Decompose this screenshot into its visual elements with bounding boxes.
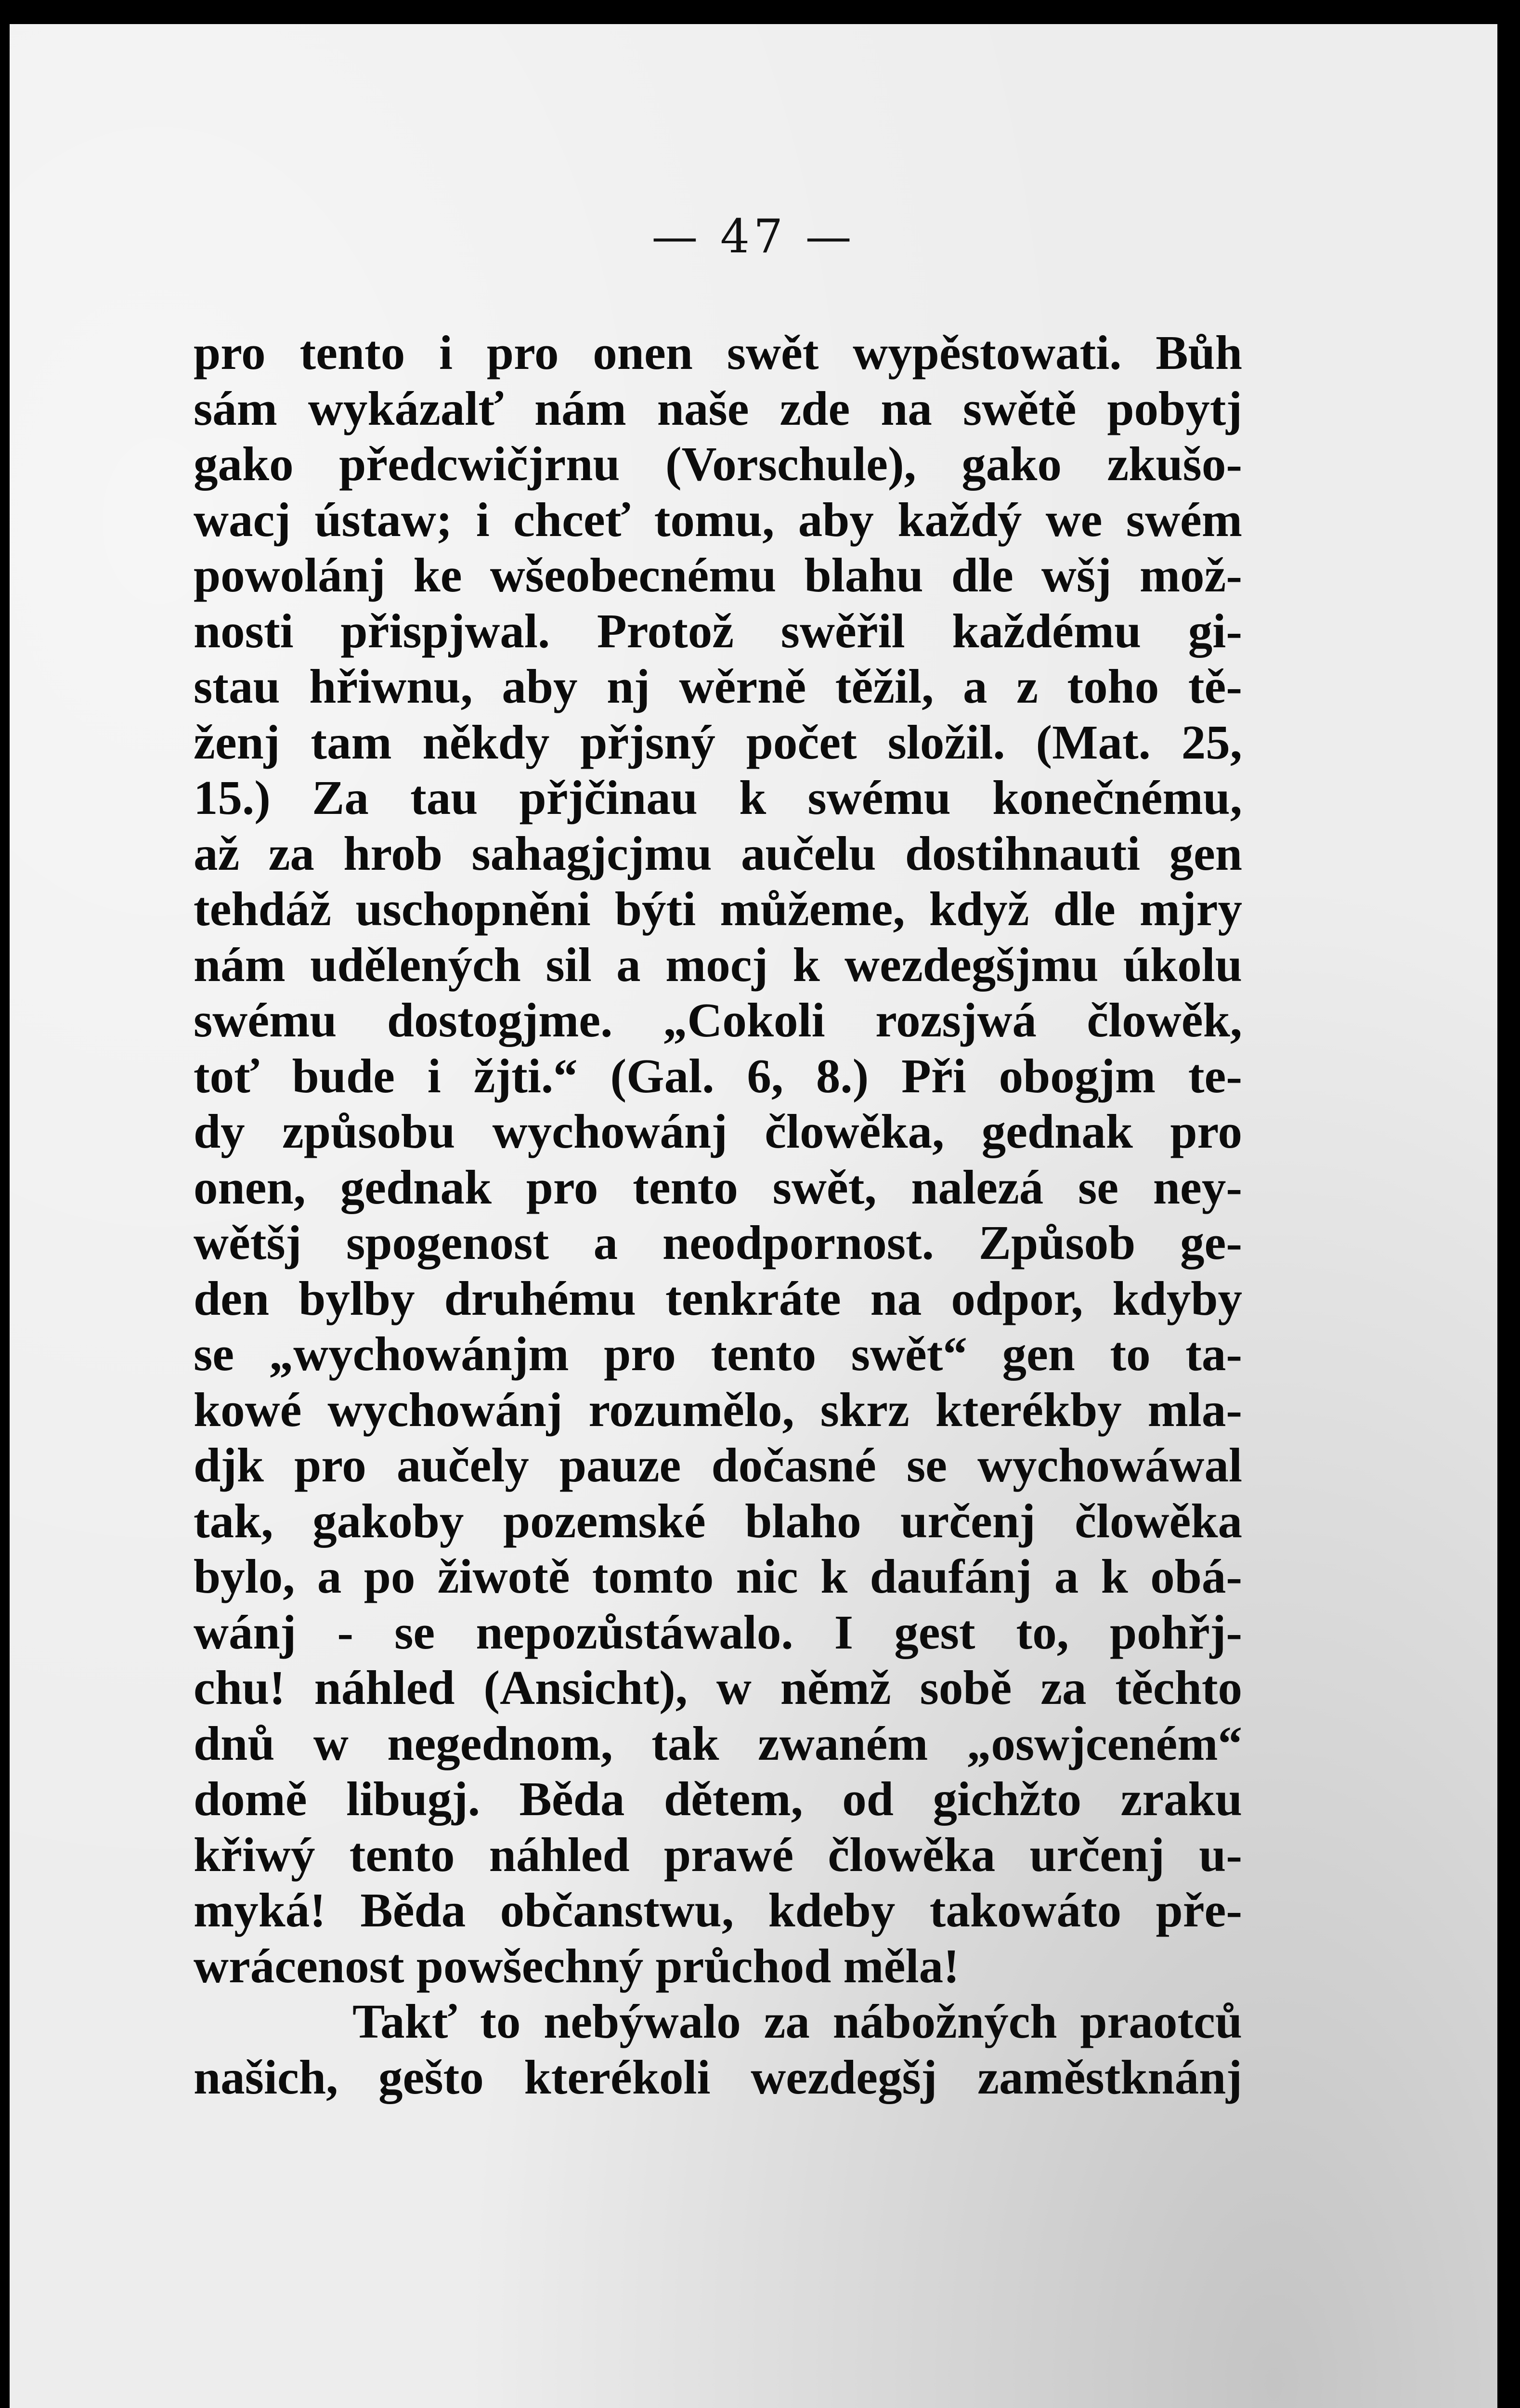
text-line: 15.) Za tau přjčinau k swému konečnému,	[194, 771, 1242, 824]
text-line: myká! Běda občanstwu, kdeby takowáto pře-	[194, 1883, 1242, 1937]
text-line: křiwý tento náhled prawé člowěka určenj u-	[194, 1827, 1242, 1882]
body-text	[194, 325, 1242, 2105]
text-line: den bylby druhému tenkráte na odpor, kdyby	[194, 1271, 1242, 1325]
text-line: wrácenost powšechný průchod měla!	[194, 1938, 960, 1993]
text-line: domě libugj. Běda dětem, od gichžto zraku	[194, 1772, 1242, 1826]
text-line: sám wykázalť nám naše zde na swětě pobytj	[194, 381, 1242, 435]
text-line: tak, gakoby pozemské blaho určenj člowěka	[194, 1493, 1242, 1548]
text-line: našich, gešto kterékoli wezdegšj zaměstknánj	[194, 2050, 1242, 2104]
text-line: swému dostogjme. „Cokoli rozsjwá člowěk,	[194, 993, 1242, 1047]
text-line: dnů w negednom, tak zwaném „oswjceném“	[194, 1716, 1242, 1770]
text-line: wacj ústaw; i chceť tomu, aby každý we swém	[194, 492, 1242, 547]
text-line: stau hřiwnu, aby nj wěrně těžil, a z toho tě-	[194, 659, 1242, 713]
text-line: onen, gednak pro tento swět, nalezá se ney-	[194, 1160, 1242, 1214]
text-line: bylo, a po žiwotě tomto nic k daufánj a k obá-	[194, 1549, 1242, 1603]
text-line: toť bude i žjti.“ (Gal. 6, 8.) Při obogjm te-	[194, 1048, 1242, 1103]
text-line: chu! náhled (Ansicht), w němž sobě za těchto	[194, 1661, 1242, 1714]
text-line: gako předcwičjrnu (Vorschule), gako zkušo-	[194, 437, 1242, 491]
text-line: kowé wychowánj rozumělo, skrz kterékby mla-	[194, 1382, 1242, 1437]
text-line: Takť to nebýwalo za nábožných praotců	[352, 1994, 1242, 2048]
text-line: wětšj spogenost a neodpornost. Způsob ge-	[194, 1216, 1242, 1269]
text-line: až za hrob sahagjcjmu aučelu dostihnauti gen	[194, 826, 1242, 880]
book-page	[10, 24, 1497, 2408]
text-line: se „wychowánjm pro tento swět“ gen to ta-	[194, 1327, 1242, 1381]
text-line: ženj tam někdy přjsný počet složil. (Mat. 25,	[194, 715, 1242, 769]
text-line: tehdáž uschopněni býti můžeme, když dle mjry	[194, 882, 1242, 936]
text-line: pro tento i pro onen swět wypěstowati. Bůh	[194, 326, 1242, 380]
text-line: wánj - se nepozůstáwalo. I gest to, pohřj-	[194, 1605, 1242, 1659]
text-line: powolánj ke wšeobecnému blahu dle wšj mož-	[194, 548, 1242, 602]
text-line: nosti přispjwal. Protož swěřil každému gi-	[194, 603, 1242, 658]
text-line: dy způsobu wychowánj člowěka, gednak pro	[194, 1104, 1242, 1158]
text-line: djk pro aučely pauze dočasné se wychowáwal	[194, 1438, 1242, 1492]
page-number: — 47 —	[651, 209, 856, 263]
text-line: nám udělených sil a mocj k wezdegšjmu úkolu	[194, 937, 1242, 992]
